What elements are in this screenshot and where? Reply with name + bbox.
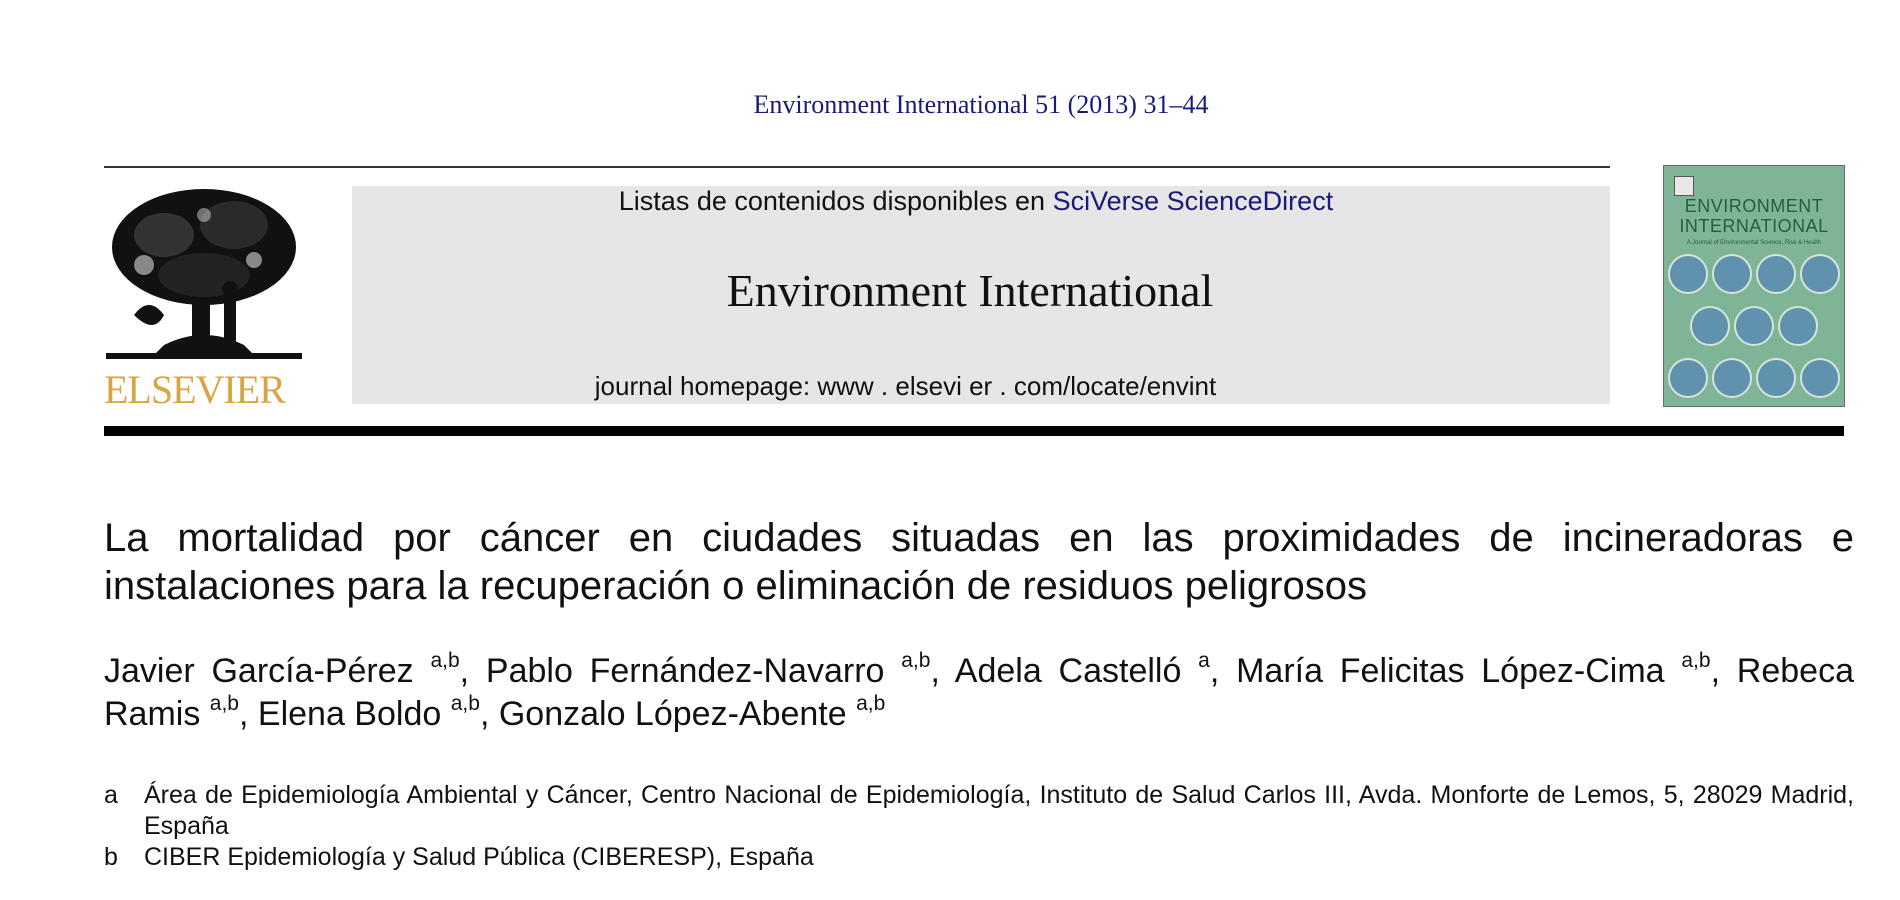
journal-homepage[interactable]: journal homepage: www . elsevi er . com/locate/envint [594,371,1217,401]
contents-prefix: Listas de contenidos disponibles en [618,186,1053,216]
journal-title: Environment International [726,265,1214,316]
elsevier-logo [104,185,304,410]
affiliation-list [104,780,1854,873]
author-name[interactable]: Javier García-Pérez [104,652,414,690]
cover-subtitle: A Journal of Environmental Science, Risk & Health [1686,240,1822,246]
author-affiliation-mark: a,b [1681,648,1711,672]
author-affiliation-mark: a,b [209,691,239,715]
author-affiliation-mark: a,b [450,691,480,715]
author-name[interactable]: Elena Boldo [257,695,442,733]
author-name[interactable]: Rebeca Ramis [104,652,1854,733]
author-affiliation-mark: a,b [901,648,931,672]
affiliation-item [104,842,1854,873]
author-name[interactable]: Pablo Fernández-Navarro [485,652,885,690]
elsevier-tree-icon [104,185,304,363]
author-affiliation-mark: a,b [430,648,460,672]
affiliation-text: CIBER Epidemiología y Salud Pública (CIBERESP), España [144,843,814,871]
header-thick-divider [104,426,1844,436]
cover-photo-circles-icon [1664,166,1844,406]
author-name[interactable]: Adela Castelló [954,652,1182,690]
author-name[interactable]: María Felicitas López-Cima [1236,652,1665,690]
author-list: Javier García-Pérez $^{a,b}$, Pablo Fernández-Navarro $^{a,b}$, Adela Castelló $^a$, María Felicitas López-Cima $^{a,b}$, Rebeca Ramis $^{a,b}$, Elena Boldo $^{a,b}$, Gonzalo López-Abente $^{a,b}$ [104,648,1854,733]
journal-citation: Environment International 51 (2013) 31–44 [753,90,1209,119]
affiliation-item [104,780,1854,842]
header-divider [104,166,1610,168]
author-affiliation-mark: a,b [856,691,886,715]
affiliation-key: a [104,781,118,809]
cover-title: ENVIRONMENT INTERNATIONAL [1679,196,1829,236]
contents-availability [352,186,1600,217]
affiliation-text: Área de Epidemiología Ambiental y Cáncer, Centro Nacional de Epidemiología, Instituto de Salud Carlos III, Avda. Monforte de Lemos, 5, 28029 Madrid, España [144,781,1854,840]
author-name[interactable]: Gonzalo López-Abente [498,695,847,733]
affiliation-key: b [104,843,118,871]
author-affiliation-mark: a [1198,648,1210,672]
journal-cover-image [1663,165,1845,407]
sciencedirect-link[interactable]: SciVerse ScienceDirect [1052,186,1334,216]
article-title: La mortalidad por cáncer en ciudades situadas en las proximidades de incineradoras e instalaciones para la recuperación o eliminación de residuos peligrosos [104,516,1854,608]
journal-banner [352,186,1610,404]
elsevier-wordmark: ELSEVIER [104,367,285,412]
